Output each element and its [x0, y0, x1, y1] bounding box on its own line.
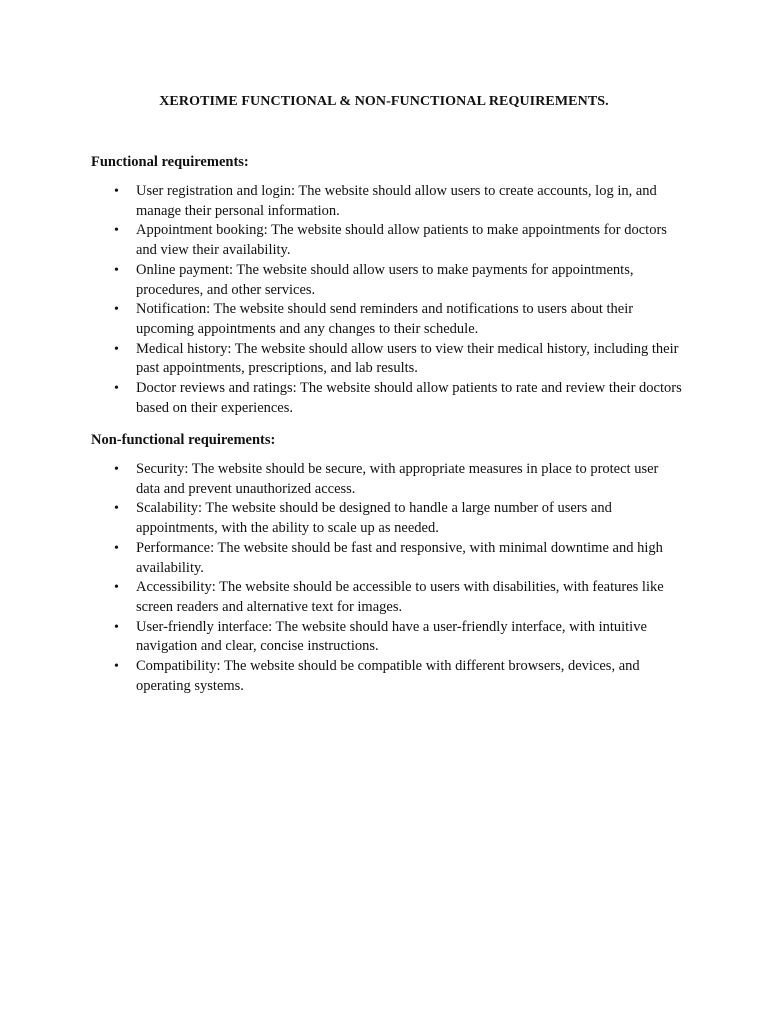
bullet-icon: • [114, 302, 119, 318]
list-item [91, 499, 686, 538]
bullet-icon: • [114, 501, 119, 517]
list-item-text: Appointment booking: The website should allow patients to make appointments for doctors and view their availability. [136, 222, 667, 259]
list-item-text: User-friendly interface: The website should have a user-friendly interface, with intuitive navigation and clear, concise instructions. [136, 618, 647, 655]
list-item-text: Accessibility: The website should be accessible to users with disabilities, with features like screen readers and alternative text for images. [136, 579, 664, 615]
list-item [91, 182, 686, 221]
list-item-text: Online payment: The website should allow users to make payments for appointments, procedures, and other services. [136, 261, 634, 298]
list-item [91, 578, 686, 617]
bullet-icon: • [114, 462, 119, 477]
list-item-text: Medical history: The website should allow users to view their medical history, including their past appointments, prescriptions, and lab results. [136, 340, 679, 377]
list-item-text: Performance: The website should be fast and responsive, with minimal downtime and high availability. [136, 539, 663, 576]
bullet-icon: • [114, 381, 119, 397]
list-item [91, 261, 686, 300]
list-item-text: User registration and login: The website should allow users to create accounts, log in, and manage their personal information. [136, 183, 657, 219]
non-functional-requirements-list [91, 460, 711, 696]
bullet-icon: • [114, 341, 119, 357]
bullet-icon: • [114, 580, 119, 596]
list-item [91, 618, 686, 657]
section-heading-non-functional: Non-functional requirements: [91, 432, 276, 448]
list-item-text: Notification: The website should send reminders and notifications to users about their upcoming appointments and any changes to their schedule. [136, 301, 634, 337]
non-functional-requirements-section [91, 430, 711, 696]
list-item-text: Scalability: The website should be designed to handle a large number of users and appointments, with the ability to scale up as needed. [136, 500, 612, 537]
bullet-icon: • [114, 659, 119, 675]
functional-requirements-list [91, 182, 711, 418]
list-item-text: Security: The website should be secure, with appropriate measures in place to protect user data and prevent unauthorized access. [136, 461, 659, 497]
bullet-icon: • [114, 223, 119, 239]
list-item [91, 379, 686, 418]
list-item [91, 300, 686, 339]
list-item-text: Doctor reviews and ratings: The website should allow patients to rate and review their doctors based on their experiences. [136, 380, 682, 416]
bullet-icon: • [114, 619, 119, 635]
list-item [91, 657, 686, 696]
bullet-icon: • [114, 262, 119, 278]
list-item [91, 221, 686, 260]
functional-requirements-section [91, 152, 711, 418]
list-item-text: Compatibility: The website should be compatible with different browsers, devices, and operating systems. [136, 658, 640, 694]
list-item [91, 539, 686, 578]
section-heading-functional: Functional requirements: [91, 154, 249, 170]
bullet-icon: • [114, 540, 119, 556]
document-title: XEROTIME FUNCTIONAL & NON-FUNCTIONAL REQUIREMENTS. [159, 94, 609, 109]
list-item [91, 460, 686, 499]
bullet-icon: • [114, 184, 119, 199]
list-item [91, 340, 686, 379]
